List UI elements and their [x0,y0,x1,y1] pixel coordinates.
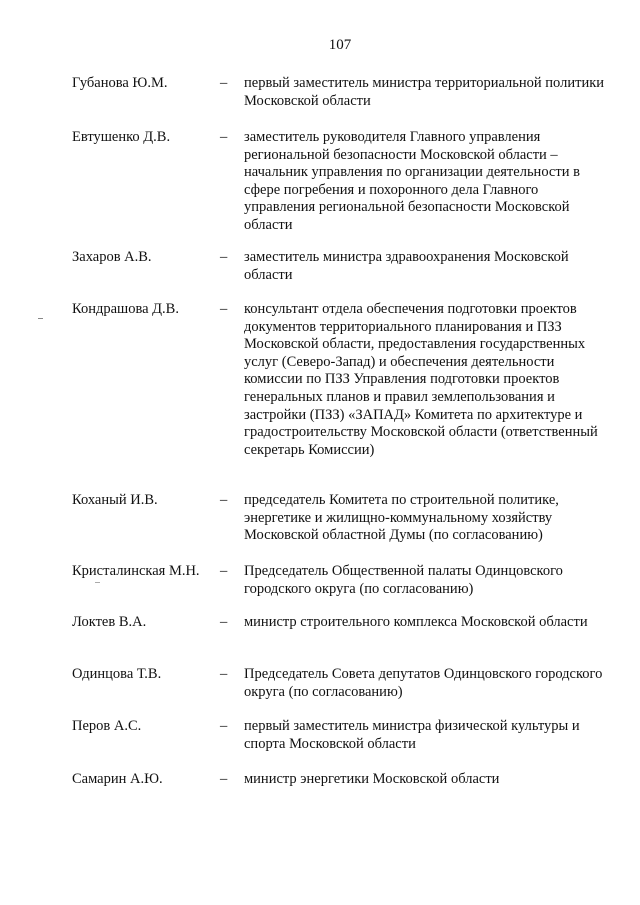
dash-separator: – [220,75,228,91]
member-role: председатель Комитета по строительной политике, энергетике и жилищно-коммунальному хозяйству Московской областной Думы (по согласованию) [244,492,559,544]
member-role: Председатель Совета депутатов Одинцовского городского округа (по согласованию) [244,666,603,700]
dash-separator: – [220,249,228,265]
member-role: заместитель министра здравоохранения Московской области [244,249,569,283]
dash-separator: – [220,563,228,579]
member-name: Кристалинская М.Н. [72,563,200,579]
member-name: Локтев В.А. [72,614,147,630]
member-role: министр энергетики Московской области [244,771,500,787]
member-role: первый заместитель министра территориальной политики Московской области [244,75,605,109]
dash-separator: – [220,492,228,508]
dash-separator: – [220,771,228,787]
member-name: Самарин А.Ю. [72,771,163,787]
member-name: Коханый И.В. [72,492,158,508]
dash-separator: – [220,718,228,734]
scan-mark [95,582,100,583]
member-role: первый заместитель министра физической культуры и спорта Московской области [244,718,580,752]
page-number: 107 [328,37,352,53]
member-name: Губанова Ю.М. [72,75,168,91]
member-name: Одинцова Т.В. [72,666,162,682]
scan-mark [38,318,43,319]
member-name: Евтушенко Д.В. [72,129,171,145]
dash-separator: – [220,129,228,145]
member-role: заместитель руководителя Главного управления региональной безопасности Московской области – начальник управления по организации деятельности в сфере погребения и похоронного дела Главного управления региональной безопасности Московской области [244,129,580,233]
member-role: министр строительного комплекса Московской области [244,614,588,630]
dash-separator: – [220,301,228,317]
member-role: Председатель Общественной палаты Одинцовского городского округа (по согласованию) [244,563,563,597]
dash-separator: – [220,666,228,682]
member-name: Захаров А.В. [72,249,152,265]
member-name: Перов А.С. [72,718,142,734]
member-name: Кондрашова Д.В. [72,301,179,317]
dash-separator: – [220,614,228,630]
member-role: консультант отдела обеспечения подготовки проектов документов территориального планирования и ПЗЗ Московской области, предоставления государственных услуг (Северо-Запад) и обеспечения деятельности комиссии по ПЗЗ Управления подготовки проектов генеральных планов и правил землепользования и застройки (ПЗЗ) «ЗАПАД» Комитета по архитектуре и градостроительству Московской области (ответственный секретарь Комиссии) [244,301,598,458]
